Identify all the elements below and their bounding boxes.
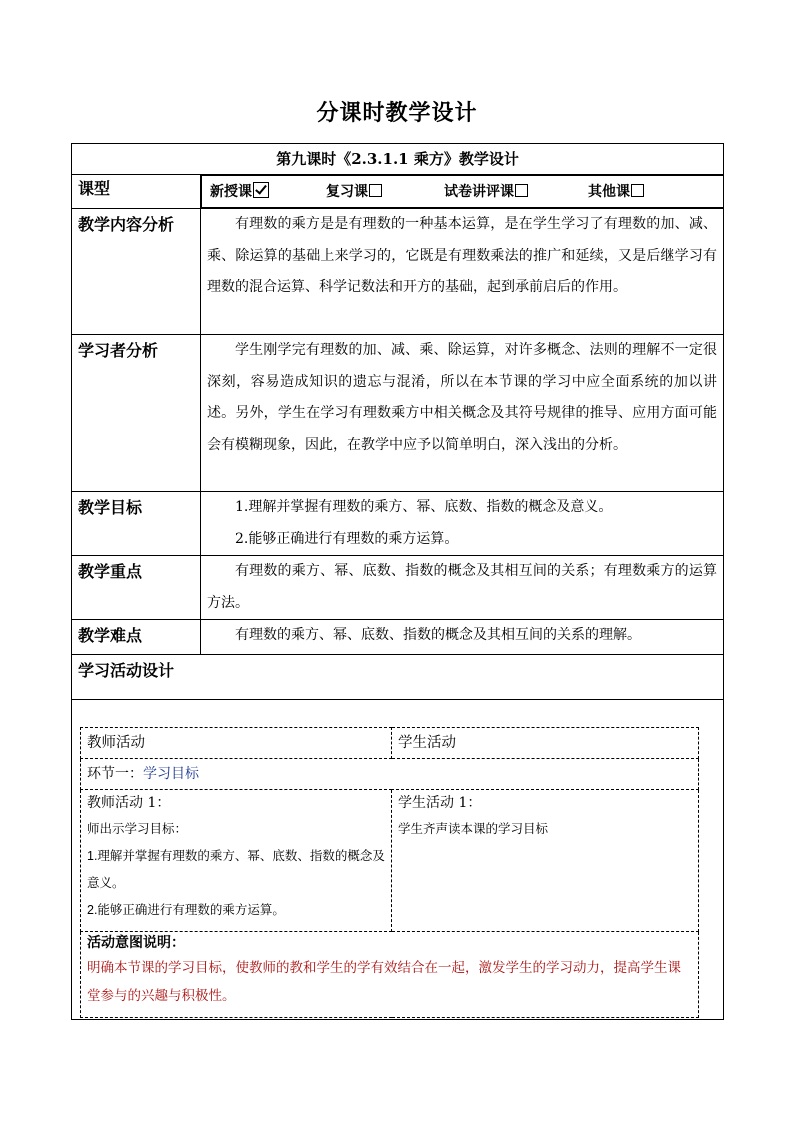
course-type-option[interactable]: 试卷讲评课 bbox=[444, 177, 588, 207]
intent-cell bbox=[81, 932, 699, 1018]
lesson-design-table bbox=[71, 143, 724, 1020]
activity-design-cell bbox=[72, 700, 724, 1020]
checked-checkbox-icon[interactable] bbox=[253, 182, 269, 198]
learner-analysis-cell bbox=[201, 335, 724, 492]
intent-label: 活动意图说明： bbox=[87, 935, 185, 951]
checkbox-icon[interactable] bbox=[369, 184, 382, 197]
intent-text: 明确本节课的学习目标，使教师的教和学生的学有效结合在一起，激发学生的学习动力，提高学生课堂参与的兴趣与积极性。 bbox=[87, 960, 681, 1003]
key-points-cell bbox=[201, 556, 724, 620]
stage-row bbox=[81, 759, 699, 790]
teacher-line: 师出示学习目标： bbox=[87, 822, 188, 836]
content-analysis-cell bbox=[201, 209, 724, 335]
teacher-line: 2.能够正确进行有理数的乘方运算。 bbox=[87, 903, 285, 917]
teacher-activity-title: 教师活动 1： bbox=[87, 795, 171, 811]
content-analysis-text: 有理数的乘方是是有理数的一种基本运算，是在学生学习了有理数的加、减、乘、除运算的基础上来学习的，它既是有理数乘法的推广和延续，又是后继学习有理数的混合运算、科学记数法和开方的基础，起到承前启后的作用。 bbox=[207, 216, 718, 295]
checkbox-icon[interactable] bbox=[515, 184, 528, 197]
objective-item: 2.能够正确进行有理数的乘方运算。 bbox=[235, 530, 459, 547]
course-type-label: 课型 bbox=[72, 175, 201, 209]
activity-design-label: 学习活动设计 bbox=[72, 655, 724, 700]
checkbox-icon[interactable] bbox=[631, 184, 644, 197]
student-activity-title: 学生活动 1： bbox=[398, 795, 482, 811]
lesson-title: 第九课时《2.3.1.1 乘方》教学设计 bbox=[72, 144, 724, 175]
stage-prefix: 环节一： bbox=[87, 766, 143, 782]
course-type-options bbox=[201, 175, 724, 208]
difficulties-cell bbox=[201, 620, 724, 655]
stage-name: 学习目标 bbox=[143, 766, 199, 782]
student-activity-cell bbox=[392, 790, 699, 932]
objectives-label: 教学目标 bbox=[72, 492, 201, 556]
teacher-line: 1.理解并掌握有理数的乘方、幂、底数、指数的概念及意义。 bbox=[87, 849, 385, 890]
key-points-text: 有理数的乘方、幂、底数、指数的概念及其相互间的关系；有理数乘方的运算方法。 bbox=[207, 563, 718, 611]
course-type-option[interactable]: 复习课 bbox=[326, 177, 444, 207]
objectives-cell bbox=[201, 492, 724, 556]
difficulties-label: 教学难点 bbox=[72, 620, 201, 655]
teacher-activity-cell bbox=[81, 790, 392, 932]
activity-table bbox=[80, 727, 699, 1018]
course-type-option[interactable]: 新授课 bbox=[210, 177, 326, 207]
difficulties-text: 有理数的乘方、幂、底数、指数的概念及其相互间的关系的理解。 bbox=[235, 627, 641, 643]
objective-item: 1.理解并掌握有理数的乘方、幂、底数、指数的概念及意义。 bbox=[235, 499, 613, 515]
learner-analysis-text: 学生刚学完有理数的加、减、乘、除运算，对许多概念、法则的理解不一定很深刻，容易造成知识的遗忘与混淆，所以在本节课的学习中应全面系统的加以讲述。另外，学生在学习有理数乘方中相关概念及其符号规律的推导、应用方面可能会有模糊现象，因此，在教学中应予以简单明白，深入浅出的分析。 bbox=[207, 342, 718, 453]
content-analysis-label: 教学内容分析 bbox=[72, 209, 201, 335]
student-text: 学生齐声读本课的学习目标 bbox=[398, 822, 549, 836]
learner-analysis-label: 学习者分析 bbox=[72, 335, 201, 492]
course-type-option[interactable]: 其他课 bbox=[588, 177, 644, 207]
student-header: 学生活动 bbox=[392, 728, 699, 759]
teacher-header: 教师活动 bbox=[81, 728, 392, 759]
key-points-label: 教学重点 bbox=[72, 556, 201, 620]
page-title: 分课时教学设计 bbox=[316, 100, 478, 126]
